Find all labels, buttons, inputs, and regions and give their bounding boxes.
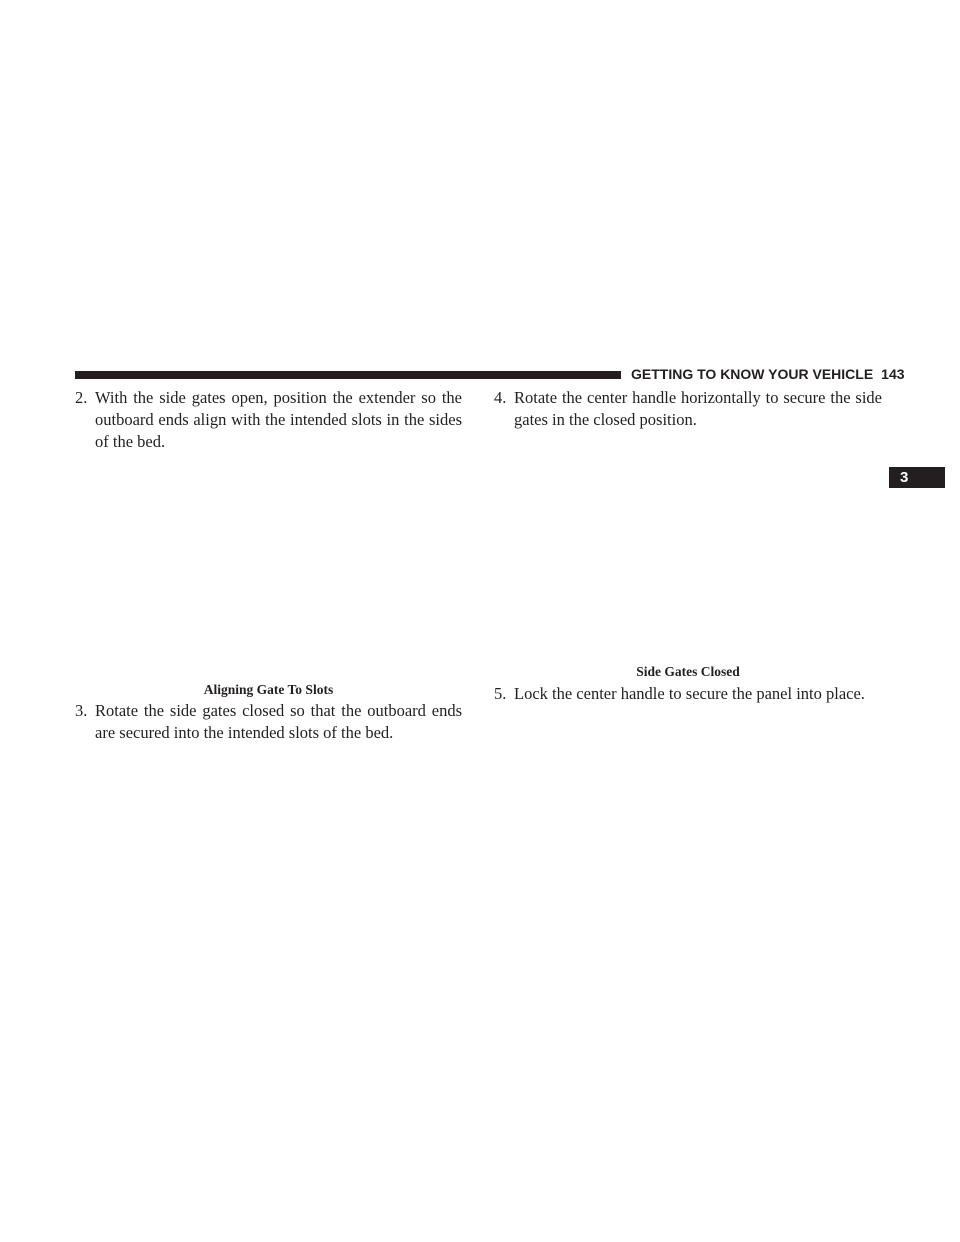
figure-aligning-gate xyxy=(75,460,462,675)
header-rule xyxy=(75,371,621,379)
step-3-number: 3. xyxy=(75,701,88,720)
step-3 xyxy=(75,700,462,744)
step-2-text: With the side gates open, position the extender so the outboard ends align with the intended slots in the sides of the bed. xyxy=(95,388,462,451)
step-5-number: 5. xyxy=(494,684,507,703)
step-2-number: 2. xyxy=(75,388,88,407)
figure-caption-side-gates-closed: Side Gates Closed xyxy=(636,664,740,679)
step-3-text: Rotate the side gates closed so that the outboard ends are secured into the intended slots of the bed. xyxy=(95,701,462,742)
step-4 xyxy=(494,387,882,431)
running-header xyxy=(631,364,905,384)
chapter-tab: 3 xyxy=(889,467,945,488)
page-number: 143 xyxy=(881,366,905,382)
step-4-text: Rotate the center handle horizontally to secure the side gates in the closed position. xyxy=(514,388,882,429)
figure-caption-aligning-gate: Aligning Gate To Slots xyxy=(203,682,334,697)
step-4-number: 4. xyxy=(494,388,507,407)
step-5 xyxy=(494,683,882,705)
step-5-text: Lock the center handle to secure the panel into place. xyxy=(514,684,865,703)
section-title: GETTING TO KNOW YOUR VEHICLE xyxy=(631,366,874,382)
figure-side-gates-closed xyxy=(494,440,882,655)
step-2 xyxy=(75,387,462,453)
